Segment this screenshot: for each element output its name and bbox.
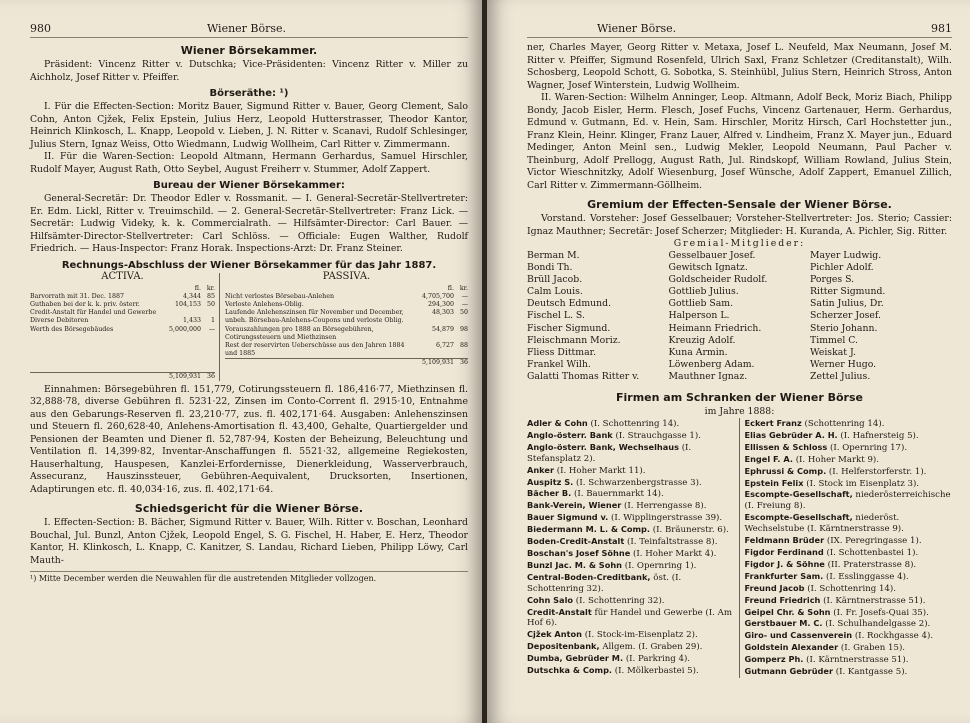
passiva-row: [225, 293, 468, 301]
account-fl: 4,705,700: [421, 292, 454, 300]
firm-address: (IX. Peregringasse 1).: [826, 536, 922, 547]
list-item: Gottlieb Julius.: [668, 286, 739, 298]
firmen-table: [527, 418, 952, 678]
firm-address: (I. Herrengasse 8).: [624, 501, 707, 512]
firm-name: Figdor Ferdinand: [744, 547, 824, 557]
account-fl: 48,303: [431, 309, 454, 317]
account-label: Verloste Anlehens-Oblig.: [225, 300, 304, 308]
activa-row: [30, 301, 215, 317]
list-item: Halperson L.: [668, 310, 730, 322]
continued-effecten-paragraph: ner, Charles Mayer, Georg Ritter v. Metaxa, Josef L. Neufeld, Max Neumann, Josef M. Ritter v. Pfeiffer, Sigmund Rosenfeld, Ulrich Saxl, Franz Schletzer (Creditanstalt), Wilh. Schosberg, Leopold Schott, G. Sobotka, S. Steinhübl, Julius Stern, Heinrich Stross, Anton Wagner, Josef Winterstein, Ludwig Wollheim.: [527, 42, 952, 91]
firm-entry: [527, 560, 735, 572]
list-item: Deutsch Edmund.: [527, 298, 612, 310]
activa-total-kr: 36: [206, 372, 215, 380]
passiva-column: [220, 270, 468, 381]
list-item: Scherzer Josef.: [810, 310, 882, 322]
account-label: Nicht verlostes Börsebau-Anlehen: [225, 292, 334, 300]
list-item: Mauthner Ignaz.: [668, 370, 748, 382]
firm-name: Cjžek Anton: [527, 629, 582, 640]
firm-name: Freund Jacob: [744, 582, 805, 593]
firm-address: (II. Praterstrasse 8).: [827, 559, 917, 570]
firm-address: (I. Bräunerstr. 6).: [652, 525, 729, 536]
list-item: Löwenberg Adam.: [668, 358, 755, 370]
firmen-right-column: [740, 418, 953, 678]
passiva-units: [225, 285, 468, 293]
firm-entry: [527, 548, 735, 560]
firm-name: Central-Boden-Creditbank,: [527, 571, 651, 582]
account-fl: 4,344: [182, 292, 201, 300]
firm-name: Bank-Verein, Wiener: [527, 500, 622, 511]
firm-address: (I. Schottenring 32).: [575, 595, 665, 606]
firm-address: (I. Teinfaltstrasse 8).: [627, 537, 718, 548]
list-item: Galatti Thomas Ritter v.: [527, 370, 640, 382]
activa-row: [30, 293, 215, 301]
firm-entry: [745, 547, 953, 559]
firm-entry: [527, 629, 735, 641]
firm-entry: [745, 442, 953, 454]
firm-address: (I. Kärntnerstrasse 51).: [823, 595, 926, 606]
presidium-paragraph: Präsident: Vincenz Ritter v. Dutschka; Vice-Präsidenten: Vincenz Ritter v. Miller zu Aichholz, Josef Ritter v. Pfeiffer.: [30, 59, 468, 83]
firm-entry: [527, 607, 735, 630]
firm-address: (I. Stock-im-Eisenplatz 2).: [584, 630, 698, 641]
firm-address: (Schottenring 14).: [804, 419, 885, 430]
firm-entry: [745, 535, 953, 547]
firm-entry: [745, 654, 953, 666]
list-item: Fleischmann Moriz.: [527, 334, 621, 346]
firm-entry: [745, 454, 953, 466]
firm-name: Goldstein Alexander: [744, 642, 839, 653]
list-item: Fischer Sigmund.: [527, 322, 611, 334]
firm-name: Biedermann M. L. & Comp.: [527, 524, 651, 535]
firm-entry: [745, 466, 953, 478]
passiva-total-kr: 36: [459, 359, 468, 367]
passiva-row: [225, 309, 468, 325]
running-head-title-right: Wiener Börse.: [597, 22, 677, 35]
bureau-heading: Bureau der Wiener Börsekammer:: [153, 180, 345, 191]
firm-entry: [527, 430, 735, 442]
firm-name: Gutmann Gebrüder: [744, 666, 833, 677]
firm-address: (I. Parkring 4).: [625, 654, 691, 665]
activa-row: [30, 317, 215, 325]
left-page: [0, 0, 482, 723]
firm-entry: [527, 500, 735, 512]
account-label: Laufende Anlehenszinsen für November und December, unbeh. Börsebau-Anlehens-Coupons und verloste Oblig.: [225, 309, 404, 325]
firm-entry: [745, 430, 953, 442]
list-item: Kreuzig Adolf.: [668, 334, 736, 346]
firm-name: Frankfurter Sam.: [744, 570, 824, 581]
mitglieder-list: [527, 250, 952, 383]
account-kr: —: [461, 292, 468, 300]
firm-name: Bauer Sigmund v.: [527, 512, 609, 523]
firm-name: Anker: [527, 464, 554, 475]
list-item: Timmel C.: [810, 334, 859, 346]
account-fl: 54,879: [431, 325, 454, 333]
firm-entry: [745, 618, 953, 630]
list-item: Mayer Ludwig.: [810, 250, 882, 261]
mitglieder-column: [527, 250, 669, 383]
firm-name: Feldmann Brüder: [744, 535, 825, 546]
mitglieder-column: [669, 250, 811, 383]
firm-entry: [527, 477, 735, 489]
running-head-title-left: Wiener Börse.: [206, 22, 287, 35]
account-fl: 6,727: [435, 341, 454, 349]
firm-entry: [527, 418, 735, 430]
activa-total-row: [30, 372, 215, 381]
firm-address: (I. Hoher Markt 4).: [632, 549, 717, 559]
activa-row: [30, 326, 215, 334]
unit-fl: fl.: [194, 284, 201, 292]
list-item: Fliess Dittmar.: [527, 346, 597, 358]
list-item: Berman M.: [527, 250, 580, 261]
firm-address: (I. Schottenring 14).: [590, 419, 680, 430]
account-fl: 1,433: [182, 317, 201, 325]
account-kr: 85: [206, 292, 215, 300]
firm-entry: [527, 653, 735, 665]
vorstand-paragraph: Vorstand. Vorsteher: Josef Gesselbauer; Vorsteher-Stellvertreter: Jos. Sterio; Cassier: Ignaz Mauthner; Secretär: Josef Scherzer; Mitglieder: H. Kuranda, A. Pichler, Sig. Ritter.: [527, 213, 952, 237]
firm-name: Anglo-österr. Bank, Wechselhaus: [527, 441, 679, 452]
bureau-paragraph: General-Secretär: Dr. Theodor Edler v. Rossmanit. — I. General-Secretär-Stellvertreter: Er. Edm. Lickl, Ritter v. Treuimschild. — 2. General-Secretär-Stellvertreter: Franz Lick. — Secretär: Ludwig Videky, k. k. Commercialrath. — Hilfsämter-Director: Carl Bauer. — Hilfsämter-Director-Stellvertreter: Carl Schlöss. — Officiale: Eugen Walther, Rudolf Friedrich. — Haus-Inspector: Franz Horak. Inspections-Arzt: Dr. Franz Steiner.: [30, 193, 468, 254]
activa-label: ACTIVA.: [101, 270, 144, 282]
firm-entry: [745, 512, 953, 535]
account-kr: 88: [459, 341, 468, 349]
firm-name: Freund Friedrich: [744, 594, 821, 605]
list-item: Bondi Th.: [527, 262, 573, 274]
firm-address: niederöst. Wechselstube (I. Kärntnerstrasse 9).: [744, 513, 904, 535]
page-number-left: 980: [30, 22, 51, 35]
list-item: Satin Julius, Dr.: [810, 298, 884, 310]
list-item: Porges S.: [810, 274, 855, 286]
firm-name: Credit-Anstalt: [527, 606, 592, 617]
firm-address: (I. Esslinggasse 4).: [826, 571, 909, 582]
list-item: Ritter Sigmund.: [810, 286, 886, 298]
firm-address: für Handel und Gewerbe (I. Am Hof 6).: [527, 607, 732, 629]
firm-entry: [745, 571, 953, 583]
account-kr: 50: [206, 300, 215, 308]
list-item: Sterio Johann.: [810, 322, 878, 334]
effecten-section-paragraph: I. Für die Effecten-Section: Moritz Bauer, Sigmund Ritter v. Bauer, Georg Clement, Salo Cohn, Anton Cjžek, Felix Epstein, Julius Herz, Leopold Hutterstrasser, Theodor Kantor, Heinrich Klinkosch, L. Knapp, Leopold v. Lieben, J. N. Ritter v. Scanavi, Rudolf Schlesinger, Julius Stern, Ignaz Weiss, Otto Wiedmann, Ludwig Wollheim, Carl Ritter v. Zimmermann.: [30, 101, 468, 150]
firm-entry: [527, 524, 735, 536]
account-fl: 5,000,000: [168, 325, 201, 333]
firm-address: (I. Strauchgasse 1).: [615, 430, 701, 441]
firm-name: Bächer B.: [527, 488, 572, 499]
firm-address: (I. Stock im Eisenplatz 3).: [806, 478, 920, 489]
firmen-left-column: [527, 418, 740, 678]
firm-address: öst. (I. Schottenring 32).: [527, 572, 682, 594]
account-label: Diverse Debitoren: [30, 317, 89, 325]
firm-name: Giro- und Cassenverein: [744, 630, 853, 641]
passiva-total-fl: 5,109,931: [421, 359, 454, 367]
list-item: Werner Hugo.: [810, 358, 877, 370]
gremium-heading: Gremium der Effecten-Sensale der Wiener Börse.: [587, 198, 892, 211]
firm-address: (I. Schottenbastei 1).: [826, 548, 919, 558]
account-fl: 294,300: [427, 300, 454, 308]
list-item: Fischel L. S.: [527, 310, 585, 322]
firm-name: Epstein Felix: [744, 477, 804, 488]
list-item: Weiskat J.: [810, 346, 856, 358]
firm-entry: [745, 642, 953, 654]
firm-entry: [745, 630, 953, 642]
firm-address: (I. Mölkerbastei 5).: [614, 666, 699, 677]
firm-address: (I. Hoher Markt 11).: [556, 465, 646, 476]
firm-entry: [745, 418, 953, 430]
list-item: Goldscheider Rudolf.: [668, 274, 768, 286]
running-head-right: [527, 22, 952, 38]
firm-address: (I. Opernring 1).: [624, 560, 697, 571]
firm-entry: [527, 512, 735, 524]
firm-address: (I. Hoher Markt 9).: [795, 454, 880, 465]
firm-name: Geipel Chr. & Sohn: [744, 606, 831, 617]
firm-entry: [527, 488, 735, 500]
account-label: Vorauszahlungen pro 1888 an Börsegebühren, Cotirungssteuern und Miethzinsen: [225, 325, 374, 341]
activa-column: [30, 270, 220, 381]
account-kr: 1: [210, 317, 215, 325]
list-item: Kuna Armin.: [668, 346, 728, 358]
firm-address: (I. Schottenring 14).: [807, 583, 896, 594]
firm-name: Eckert Franz: [744, 418, 802, 429]
list-item: Gewitsch Ignatz.: [668, 262, 748, 274]
firm-name: Auspitz S.: [527, 476, 574, 487]
firm-name: Depositenbank,: [527, 641, 600, 652]
firm-entry: [745, 478, 953, 490]
activa-units: [30, 285, 215, 293]
einnahmen-paragraph: Einnahmen: Börsegebühren fl. 151,779, Cotirungssteuern fl. 186,416·77, Miethzinsen fl. 32,888·78, diverse Gebühren fl. 5231·22, Zinsen im Conto-Corrent fl. 2915·10, Entnahme aus den Gebarungs-Reserven fl. 23,210·77, zus. fl. 402,171·64. Ausgaben: Anlehenszinsen und Steuern fl. 260,628·40, Anlehens-Amortisation fl. 43,400, Gehalte, Quartiergelder und Pensionen der Beamten und Diener fl. 52,787·94, Kosten der Beheizung, Beleuchtung und Ventilation fl. 14,399·82, Inventar-Anschaffungen fl. 5521·32, allgemeine Regiekosten, Hauserhaltung, Hauspesen, Kanzlei-Erfordernisse, Dienerkleidung, Wasserverbrauch, Assecuranz, Hauszinssteuer, Gebühren-Aequivalent, Drucksorten, Insertionen, Adaptirungen etc. fl. 40,034·16, zus. fl. 402,171·64.: [30, 383, 468, 495]
firm-name: Cohn Salo: [527, 594, 573, 605]
firm-address: (I. Bauernmarkt 14).: [573, 489, 664, 500]
firm-address: (I. Kantgasse 5).: [835, 667, 908, 678]
firm-name: Dutschka & Comp.: [527, 665, 613, 676]
list-item: Brüll Jacob.: [527, 274, 583, 286]
firm-address: (I. Stefansplatz 2).: [527, 442, 692, 464]
firm-address: niederösterreichische (I. Freiung 8).: [744, 490, 951, 512]
firm-entry: [745, 666, 953, 678]
boersraethe-heading: Börseräthe: ¹): [209, 88, 289, 99]
firm-name: Ephrussi & Comp.: [744, 465, 827, 476]
passiva-row: [225, 342, 468, 358]
firm-name: Ellissen & Schloss: [744, 441, 828, 452]
firm-entry: [745, 559, 953, 571]
firm-address: (I. Graben 15).: [840, 643, 906, 654]
firm-name: Escompte-Gesellschaft,: [744, 512, 853, 523]
firm-name: Elias Gebrüder A. H.: [744, 429, 838, 440]
account-label: Guthaben bei der k. k. priv. österr. Credit-Anstalt für Handel und Gewerbe: [30, 300, 157, 317]
firm-address: (I. Fr. Josefs-Quai 35).: [833, 607, 929, 618]
firm-address: Allgem. (I. Graben 29).: [602, 642, 703, 653]
firm-entry: [527, 641, 735, 653]
firm-entry: [745, 595, 953, 607]
list-item: Gottlieb Sam.: [668, 298, 734, 310]
waren-section-right-paragraph: II. Waren-Section: Wilhelm Anninger, Leop. Altmann, Adolf Beck, Moriz Biach, Philipp Bondy, Jacob Eisler, Herm. Flesch, Josef Fuchs, Vincenz Gartenauer, Herm. Gerhardus, Edmund v. Gutmann, Ed. v. Hein, Sam. Hirschler, Moritz Hirsch, Carl Hochstetter jun., Franz Klein, Heinr. Klinger, Franz Lauer, Alfred v. Lindheim, Franz X. Mayer jun., Eduard Medinger, Anton Meinl sen., Ludwig Mekler, Leopold Neumann, Paul Pacher v. Theinburg, Adolf Prellogg, August Rath, Jul. Rindskopf, William Rowland, Julius Stein, Victor Wieschnitzky, Adolf Wiesenburg, Josef Wünsche, Adolf Zappert, Emanuel Zillich, Carl Ritter v. Zimmermann-Göllheim.: [527, 92, 952, 191]
firm-name: Boden-Credit-Anstalt: [527, 536, 625, 547]
firm-entry: [527, 572, 735, 595]
firm-address: (I. Helferstorferstr. 1).: [828, 466, 927, 477]
firm-name: Escompte-Gesellschaft,: [744, 489, 853, 500]
right-page: [487, 0, 970, 723]
account-label: Barvorrath mit 31. Dec. 1887: [30, 292, 124, 300]
passiva-total-row: [225, 358, 468, 367]
firm-entry: [745, 607, 953, 619]
firm-entry: [527, 536, 735, 548]
page-number-right: 981: [931, 22, 952, 35]
firm-name: Dumba, Gebrüder M.: [527, 653, 624, 664]
firm-address: (I. Schulhandelgasse 2).: [825, 619, 931, 630]
account-heading: Rechnungs-Abschluss der Wiener Börsekammer für das Jahr 1887.: [61, 259, 437, 271]
waren-section-paragraph: II. Für die Waren-Section: Leopold Altmann, Hermann Gerhardus, Samuel Hirschler, Rudolf Mayer, August Rath, Otto Seybel, August Freiherr v. Stummer, Adolf Zappert.: [30, 151, 468, 175]
account-kr: —: [208, 325, 215, 333]
list-item: Pichler Adolf.: [810, 262, 874, 274]
unit-kr: kr.: [459, 284, 468, 292]
firm-entry: [527, 465, 735, 477]
running-head-left: [30, 22, 468, 38]
firm-entry: [527, 665, 735, 677]
mitglieder-column: [810, 250, 952, 383]
schiedsgericht-heading: Schiedsgericht für die Wiener Börse.: [134, 502, 364, 516]
firm-name: Engel F. A.: [744, 453, 793, 464]
list-item: Heimann Friedrich.: [668, 322, 762, 334]
firm-address: (I. Rockhgasse 4).: [854, 631, 934, 642]
passiva-row: [225, 301, 468, 309]
firm-name: Gomperz Ph.: [744, 654, 804, 665]
firm-name: Gerstbauer M. C.: [744, 618, 823, 629]
account-kr: —: [461, 300, 468, 308]
unit-kr: kr.: [206, 284, 215, 292]
list-item: Frankel Wilh.: [527, 358, 591, 370]
firm-address: (I. Wipplingerstrasse 39).: [611, 513, 723, 524]
list-item: Gesselbauer Josef.: [668, 250, 756, 261]
firm-address: (I. Schwarzenbergstrasse 3).: [575, 477, 702, 488]
account-label: Werth des Börsegebäudes: [30, 325, 114, 333]
firm-name: Figdor J. & Söhne: [744, 558, 825, 569]
unit-fl: fl.: [447, 284, 454, 292]
firm-name: Adler & Cohn: [527, 418, 588, 429]
account-table: [30, 270, 468, 381]
firm-name: Anglo-österr. Bank: [527, 429, 613, 440]
account-fl: 104,153: [174, 300, 201, 308]
footnote: ¹) Mitte December werden die Neuwahlen für die austretenden Mitglieder vollzogen.: [30, 571, 468, 584]
firm-entry: [527, 442, 735, 465]
passiva-label: PASSIVA.: [322, 270, 371, 282]
firm-address: (I. Opernring 17).: [829, 442, 908, 453]
list-item: Calm Louis.: [527, 286, 583, 298]
firm-entry: [745, 583, 953, 595]
firm-address: (I. Hafnersteig 5).: [840, 430, 919, 441]
section-title-boersekammer: Wiener Börsekammer.: [180, 44, 318, 57]
activa-total-fl: 5,109,931: [168, 372, 201, 380]
account-kr: 98: [459, 325, 468, 333]
account-label: Rest der reservirten Ueberschüsse aus den Jahren 1884 und 1885: [225, 341, 405, 358]
mitglieder-heading: Gremial-Mitglieder:: [673, 238, 806, 249]
firm-entry: [527, 595, 735, 607]
firm-entry: [745, 489, 953, 512]
firm-address: (I. Kärntnerstrasse 51).: [806, 655, 909, 666]
schiedsgericht-paragraph: I. Effecten-Section: B. Bächer, Sigmund Ritter v. Bauer, Wilh. Ritter v. Boschan, Leonhard Bouchal, Jul. Bunzl, Anton Cjžek, Leopold Engel, S. G. Fischel, H. Haber, E. Herz, Theodor Kantor, H. Klinkosch, L. Knapp, C. Kanitzer, S. Landau, Richard Lieben, Philipp Löwy, Carl Mauth-: [30, 517, 468, 566]
firm-name: Boschan's Josef Söhne: [527, 548, 631, 558]
account-kr: 50: [459, 309, 468, 317]
passiva-row: [225, 326, 468, 342]
list-item: Zettel Julius.: [810, 370, 871, 382]
firm-name: Bunzl Jac. M. & Sohn: [527, 559, 622, 570]
firmen-heading: Firmen am Schranken der Wiener Börse: [616, 391, 863, 405]
firmen-year: im Jahre 1888:: [704, 406, 775, 418]
